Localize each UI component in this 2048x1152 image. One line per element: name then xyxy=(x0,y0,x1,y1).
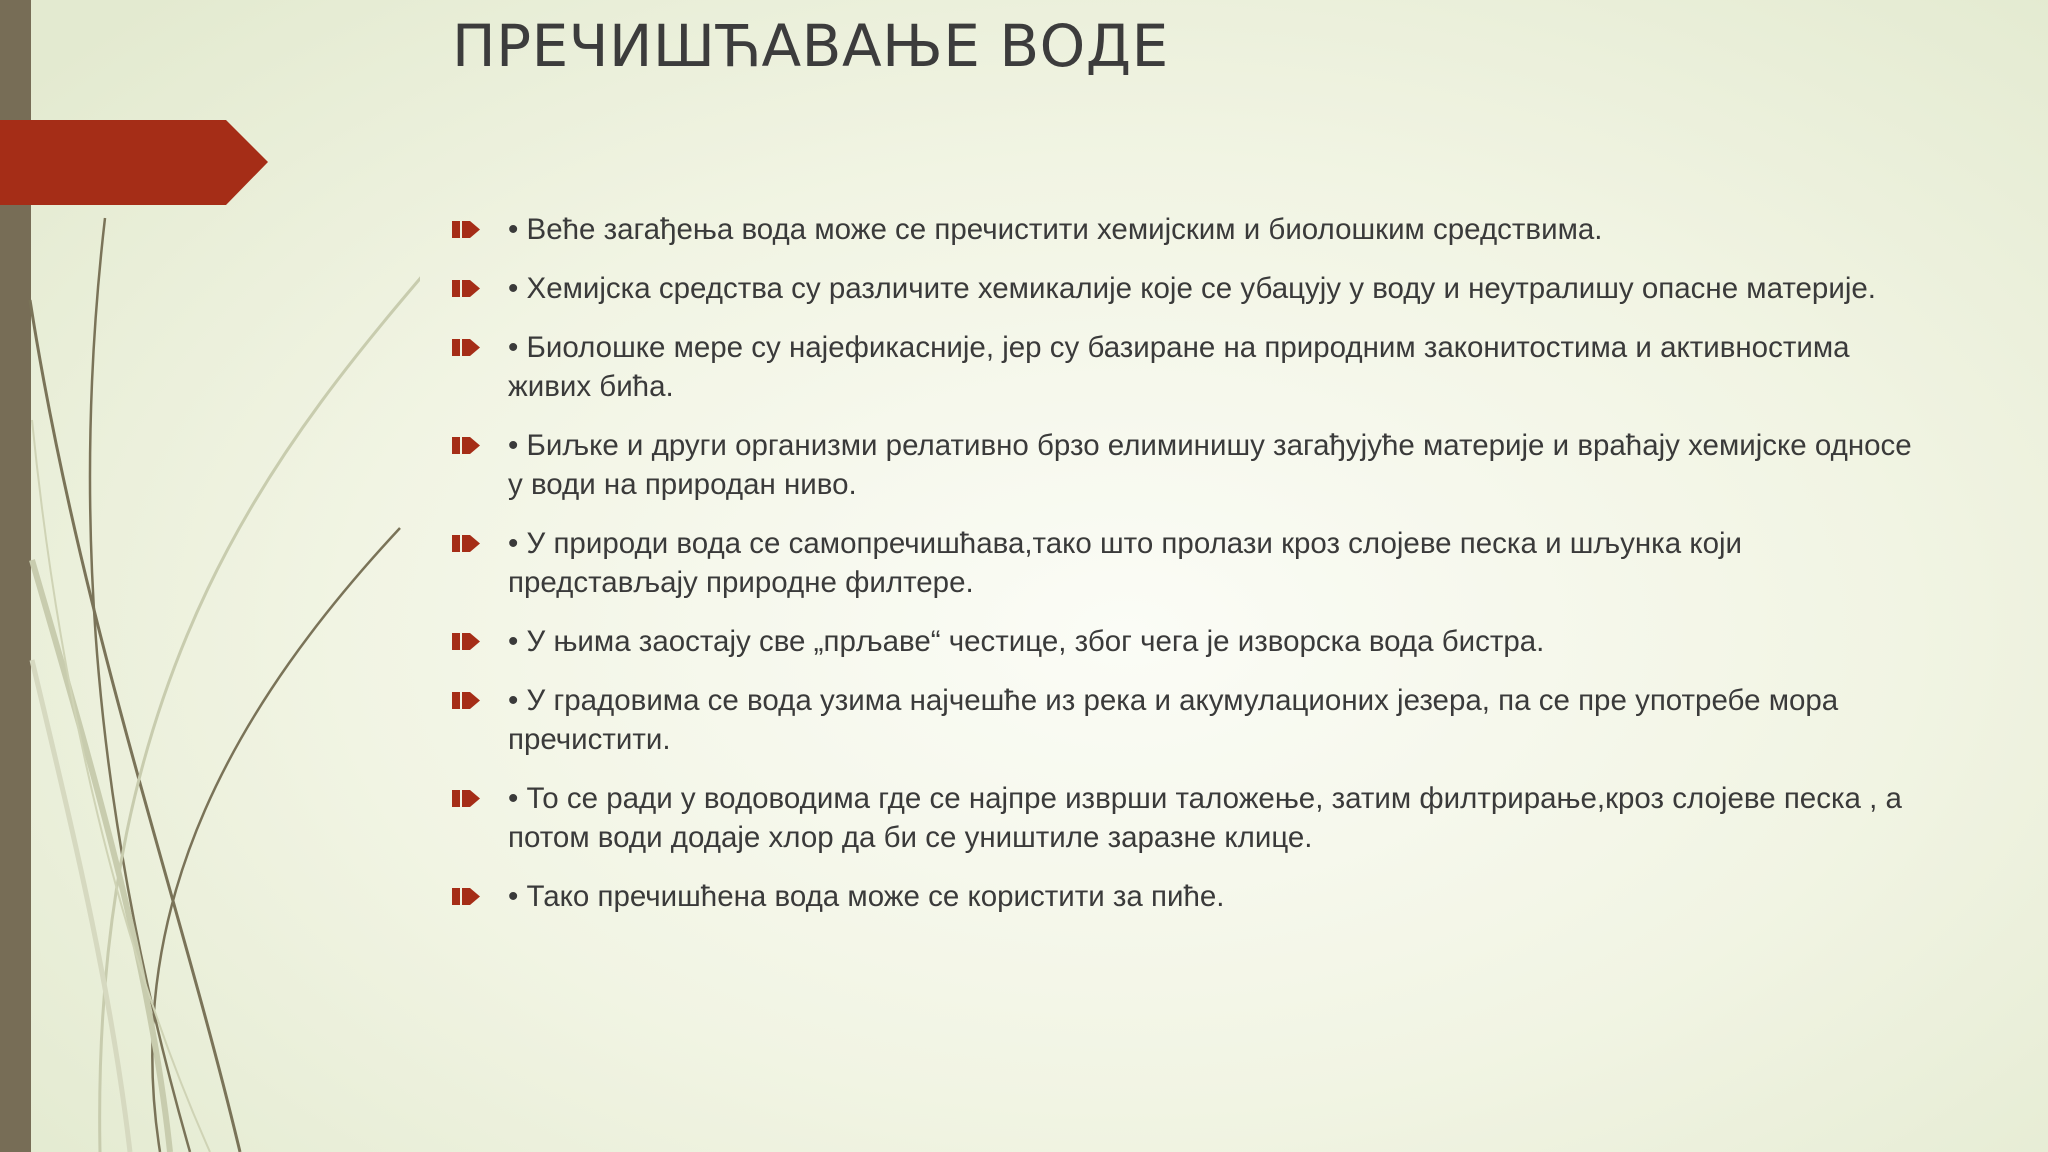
arrow-bullet-icon xyxy=(452,888,480,905)
bullet-item xyxy=(452,328,1932,406)
bullet-item xyxy=(452,622,1932,661)
arrow-bullet-icon xyxy=(452,790,480,807)
arrow-bullet-icon xyxy=(452,692,480,709)
bullet-item xyxy=(452,779,1932,857)
bullet-list xyxy=(452,210,1932,936)
bullet-text: • У њима заостају све „прљаве“ честице, због чега је изворска вода бистра. xyxy=(508,625,1545,658)
slide-title: ПРЕЧИШЋАВАЊЕ ВОДЕ xyxy=(452,12,1169,80)
bullet-text: • То се ради у водоводима где се најпре изврши таложење, затим филтрирање,кроз слојеве песка , а потом води додаје хлор да би се уништиле заразне клице. xyxy=(508,782,1902,854)
bullet-item xyxy=(452,877,1932,916)
arrow-bullet-icon xyxy=(452,633,480,650)
arrow-bullet-icon xyxy=(452,339,480,356)
bullet-item xyxy=(452,681,1932,759)
bullet-text: • Хемијска средства су различите хемикалије које се убацују у воду и неутралишу опасне материје. xyxy=(508,272,1876,305)
arrow-bullet-icon xyxy=(452,221,480,238)
bullet-text: • У градовима се вода узима најчешће из река и акумулационих језера, па се пре употребе мора пречистити. xyxy=(508,684,1839,756)
arrow-bullet-icon xyxy=(452,535,480,552)
bullet-item xyxy=(452,210,1932,249)
arrow-bullet-icon xyxy=(452,437,480,454)
bullet-text: • У природи вода се самопречишћава,тако што пролази кроз слојеве песка и шљунка који представљају природне филтере. xyxy=(508,527,1743,599)
bullet-item xyxy=(452,269,1932,308)
bullet-text: • Тако пречишћена вода може се користити за пиће. xyxy=(508,880,1225,913)
arrow-bullet-icon xyxy=(452,280,480,297)
title-accent-tab xyxy=(0,120,268,205)
bullet-text: • Биолошке мере су најефикасније, јер су базиране на природним законитостима и активностима живих бића. xyxy=(508,331,1850,403)
bullet-text: • Веће загађења вода може се пречистити хемијским и биолошким средствима. xyxy=(508,213,1603,246)
bullet-item xyxy=(452,426,1932,504)
bullet-item xyxy=(452,524,1932,602)
bullet-text: • Биљке и други организми релативно брзо елиминишу загађујуће материје и враћају хемијске односе у води на природан ниво. xyxy=(508,429,1912,501)
